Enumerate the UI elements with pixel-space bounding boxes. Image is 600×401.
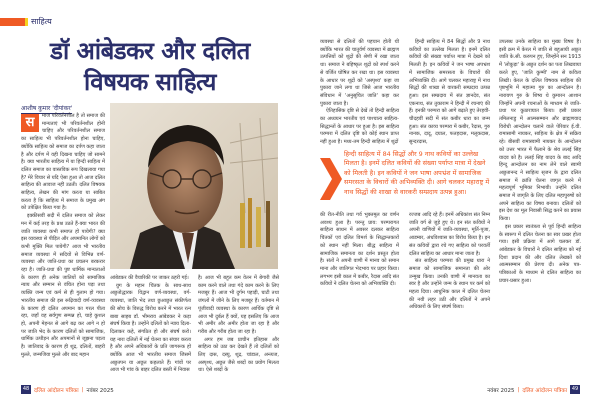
- section-marker: [25, 18, 28, 26]
- left-column: [21, 113, 105, 360]
- right-column-2-continued: [409, 212, 490, 312]
- pull-quote: [320, 150, 492, 208]
- author-byline: आशीष कुमार 'दीपांकर': [21, 105, 73, 112]
- right-column-1: [320, 39, 399, 147]
- separator: |: [517, 386, 520, 393]
- page-number: 48: [22, 386, 30, 392]
- right-column-3: [499, 39, 581, 286]
- issue-date: नवंबर 2025: [487, 387, 515, 394]
- paragraph: संत साहित्य परम्परा की प्रमुख धारा ने समाज को सामाजिक समानता की ओर उन्मुख किया। उनकी वाणी में मानवता का स्वर है और उन्होंने जन्म के स्थान पर कर्म को महत्व दिया। आधुनिक काल में दलित चेतना की नयी लहर उठी और दलितों ने अपने अधिकारों के लिए संघर्ष किया।: [409, 258, 490, 311]
- paragraph: अगर हम जब प्राचीन इतिहास और साहित्य को उठा कर देखते हैं तो दलितों को लिए दास, दस्यु, शूद्र, चांडाल, अन्त्यज, अस्पृश्य, अछूत जैसे शब्दों का प्रयोग मिलता था। ऐसे शब्दों के: [198, 336, 279, 374]
- issue-date: नवंबर 2025: [86, 387, 114, 394]
- magazine-name: दलित आंदोलन पत्रिका: [522, 387, 567, 394]
- paragraph: इक्कीसवीं सदी में दलित समाज को लेकर मन में कई तरह के प्रश्न उठते हैं-क्या भारत की जाति व्यवस्था कभी समाप्त हो पायेगी? क्या इस व्यवस्था से पीड़ित और अपमानित लोगों को कभी मुक्ति मिल पायेगी? आज भी भारतीय समाज व्यवस्था में सदियों से विभिन्न वर्ण-व्यवस्था और जाति-प्रथा का प्रचलन बरकरार रहा है। जाति-प्रथा की पुष्ट धार्मिक मान्यताओं के कारण ही अनेक जातियों को सामाजिक न्याय और सम्मान से वंचित होना पड़ा तथा व्यक्ति जन्म एवं कर्म से ही गुलाम हो गया। भारतीय समाज की इस रूढ़िवादी वर्ण-व्यवस्था के कारण ही दलित अपमान का गरल पीता रहा, जहाँ वह सर्वगुण सम्पन्न हो, चाहे कुशल हो, अपनी मेहनत से आगे बढ़ कर आगे न हो पर जाति भेद के कारण दलितों को सामाजिक, धार्मिक उत्पीड़न और अपमानों से जूझना पड़ता है। जातिवाद के कारण ही शूद्र, दलितों, बाहरी मुल्ले, जन्मजिया मुल्ले और बाद महान: [21, 213, 105, 358]
- middle-column-b: [198, 275, 279, 375]
- paragraph: हिन्दी साहित्य में 84 सिद्धों और 9 नाथ कवियों का उल्लेख मिलता है। इनमें दलित कवियों की संख्या पर्याप्त मात्रा में देखने को मिलती है। इन कवियों ने जन भाषा अपभ्रंश में सामाजिक समरसता के विचारों की अभिव्यक्ति दी। आगे चलकर महाराष्ट्र में नाथ सिद्धों की शाखा से वारकरी सम्प्रदाय उत्पन्न हुआ। इस सम्प्रदाय में संत ज्ञानदेव, संत एकनाथ, संत तुकाराम ने हिन्दी में रचनाएं की हैं। इनकी परम्परा को आगे बढ़ाते हुए तेरहवीं-चौदहवीं सदी में संत कबीर धारा का जन्म हुआ। संत काव्य परम्परा में कबीर, रैदास, गुरु नानक, दादू, दयाल, फतहदास, मलूकदास, सुन्दरदास,: [409, 39, 490, 146]
- paragraph: युग के महान चिंतक के साथ-साथ अछूतोद्धारक विद्वान वर्ण-व्यवस्था, वर्ग-व्यवस्था, जाति भेद तथा छुआछूत संकीर्णता की सोच के विरुद्ध विरोध करने में भारत रत्न बाबा साहब डॉ. भीमराव आंबेडकर ने कड़ा संघर्ष किया है। उन्होंने दलितों को न्याय दिला-दिलाकर कहे, संगठित हो और संघर्ष करो। यह नारा दलितों में नई चेतना का संचार करता है और अपने अधिकारों के प्रति जागरूक हो क्योंकि आज भी भारतीय समाज जिसमें अछूतपन या अछूत कहलाते हैं। गांवों पर आज भी गांव के बाहर दलित बस्ती में निवास: [110, 282, 191, 374]
- chevron-right-icon: [320, 158, 342, 200]
- section-bar: [0, 18, 25, 26]
- right-column-2: [409, 39, 490, 147]
- title-line-2: विषयक साहित्य: [84, 68, 216, 96]
- paragraph: आंबेडकर की वैचारिकी पर जाकर ठहरी गई।: [110, 275, 189, 281]
- paragraph: उपलब्ध उनके साहित्य का मुख्य विषय है। इसी क्रम में केरल में जाति से बहुआयी अछूत जाति के.सी. करुपन हुए, जिन्होंने सन 1913 में 'लोकुड़ा' के अछूत दर्शन का पता लिखवाया करते हुए, 'जाति कुम्मी' नाम से कविता लिखी। केरल के दलित विषयक साहित्य की पृष्ठभूमि में महात्मा गुरु का आन्दोलन है। नारायण गुरु के शिष्य थे कुमारन आशान जिन्होंने अपनी रचनाओं के माध्यम से जाति-प्रथा पर कुठाराघात किया। इसी प्रकार तमिलनाडु में आत्मसम्मान और ब्राह्मणवाद विरोधी आन्दोलन चलाने वाले पेरियार ई.वी. रामासामी नायकर, साहित्य के क्षेत्र में सक्रिय रहे। बीसवीं रामास्वामी नायकर के आन्दोलन को उत्तर भारत में फैलाने के श्रेय ललई सिंह यादव को है। ललई सिंह यादव के बाद आदि हिन्दू आन्दोलन का नाम लेने वाले स्वामी अछूतानन्द ने साहित्य सृजन के द्वारा दलित समाज में क्रांति चेतना जागृत करने में महत्वपूर्ण भूमिका निभायी। उन्होंने दलित समाज में जागृति के लिए दलित महापुरुषों को अपने साहित्य का विषय बनाया। दलितों को इस देश का मूल निवासी सिद्ध करने का प्रयास किया।: [499, 39, 581, 223]
- pull-quote-text: हिन्दी साहित्य में 84 सिद्धों और 9 नाथ कवियों का उल्लेख मिलता है। इनमें दलित कवियों की संख्या पर्याप्त मात्रा में देखने को मिलती है। इन कवियों ने जन भाषा अपभ्रंश में सामाजिक समरसता के विचारों की अभिव्यक्ति दी। आगे चलकर महाराष्ट्र में नाथ सिद्धों की शाखा से वारकरी सम्प्रदाय उत्पन्न हुआ।: [344, 150, 490, 196]
- paragraph: है। आज भी बहुत कम वेतन में बेगारी जैसे काम करने वाले तथा गंदे काम करने के लिए मजबूर हैं। आज भी दुर्गम पहाड़ी, घाटी तथा जंगलों में जीने के लिए मजबूर हैं। वर्तमान में पूंजीवादी व्यवस्था के कारण आर्थिक दृष्टि से आज भी दुर्बल हैं क्यों, यह इसलिए कि आज भी अमीर और अमीर होता जा रहा है और गरीब और गरीब होता जा रहा है।: [198, 275, 279, 335]
- middle-column-a: [110, 275, 191, 375]
- right-column-1-continued: [320, 212, 399, 289]
- paragraph-text: माज परिवर्तनशील है तो समाज की मान्यताएं भी परिवर्तनशील होनी चाहिए और परिवर्तनशील समाज का साहित्य भी परिवर्तनशील होना चाहिए, क्योंकि साहित्य को समाज का दर्पण कहा जाता है और दर्पण में वही दिखना चाहिए जो सामने है। क्या भारतीय साहित्य में या हिन्दी साहित्य में दलित समाज का वास्तविक रूप दिखलाया गया है? मेरे विचार से यदि ऐसा हुआ तो आज दलित साहित्य की आवाज नहीं उठती। दलित विषयक साहित्य, लेखन की मांग करता या साबित करता है कि साहित्य में समाज के प्रमुख अंग को उपेक्षित किया गया है।: [21, 113, 105, 212]
- paragraph: रज्जब आदि रहे हैं। इनमें अधिकांश संत निम्न जाति वर्ग से जुड़े हुए थे। इन संत कवियों ने अपनी वाणियों में जाति-व्यवस्था, मूर्ति-पूजा, आडम्बर, अंधविश्वास का विरोध किया है। इन संत कवियों द्वारा रचे गए साहित्य को परवर्ती दलित साहित्य का आधार माना जाता है।: [409, 212, 490, 257]
- footer-right: [487, 385, 580, 394]
- ambedkar-portrait-photo: [110, 103, 278, 269]
- page-number: 49: [571, 386, 579, 392]
- title-line-1: डॉ आंबेडकर और दलित: [50, 37, 250, 65]
- separator: |: [81, 386, 84, 393]
- magazine-name: दलित आंदोलन पत्रिका: [34, 387, 79, 394]
- paragraph: की रीत-नीति तथा गर्व भुक्तमूल का वर्णन अवश्य हुआ है। परन्तु प्राय: परम्परागत साहित्य साधन में अवसर दलकर साहित्य चिंतकों एवं दलित विमर्श के सिद्धान्तकारों को स्थान नहीं मिला। बौद्ध साहित्य में सामाजिक समानता का दर्शन प्रस्तुत होता है। संतों ने अपनी वाणी में मानव को समान माना और जातिगत भेदभाव पर प्रहार किया। लगभग इसी काल में कबीर, रैदास आदि संत कवियों ने दलित चेतना को अभिव्यक्ति दी।: [320, 212, 399, 288]
- section-label: साहित्य: [31, 17, 52, 26]
- paragraph: इस प्रकार स्वतंत्रता से पूर्व हिन्दी साहित्य के स्वरूप में दलित चेतना का स्वर प्रखर होता गया। इसी प्रक्रिया में आगे चलकर डॉ. आंबेडकर के विचारों ने दलित साहित्य को नई दिशा प्रदान की और दलित लेखकों को आत्मसम्मान की प्रेरणा दी। अनेक पत्र-पत्रिकाओं के माध्यम से दलित साहित्य का प्रचार-प्रसार हुआ।: [499, 223, 581, 284]
- paragraph: व्यवस्था से दलितों की पहचान होती थी क्योंकि भारत की चातुर्वर्ण व्यवस्था में ब्राह्मण उत्पत्तियों को शूद्रों की श्रेणी में रखा जाता था। समाज ने बहिष्कृत शूद्रों को स्पर्श करने से वर्जित घोषित कर रखा था। इस व्यवस्था के आधार पर शूद्रों को 'अस्पृश्य' कहा जा पुकारा जाने लगा था जिसे आज भारतीय संविधान में 'अनुसूचित जाति' कहा कर पुकारा जाता है।: [320, 39, 399, 107]
- paragraph: ऐतिहासिक दृष्टि से देखें तो हिन्दी साहित्य का अध्ययन भारतीय एवं पाश्चात्य साहित्य-सिद्धान्तों के आधार पर हुआ है। इस साहित्य परम्परा में दलित दृष्टि को कोई स्थान प्राप्त नहीं हुआ है। मध्य-तम हिन्दी साहित्य में शूद्रों: [320, 108, 399, 146]
- drop-cap: स: [21, 114, 39, 132]
- article-title: [40, 36, 260, 98]
- footer-left: [21, 385, 114, 394]
- paragraph: [21, 113, 105, 213]
